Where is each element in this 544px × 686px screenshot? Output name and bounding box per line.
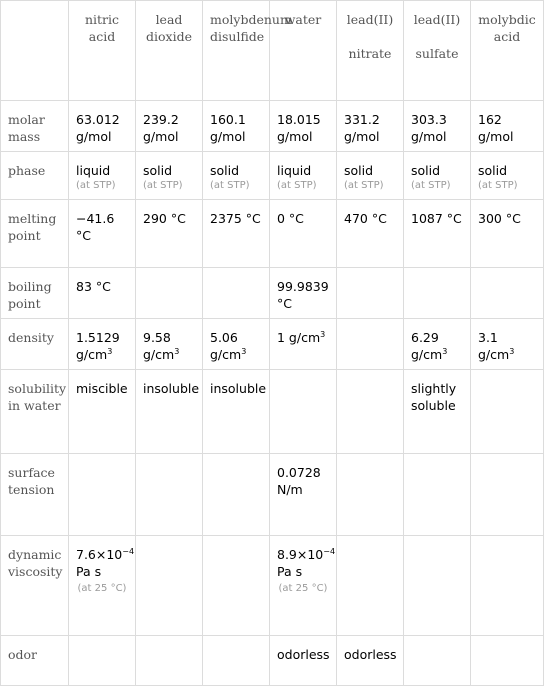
table-cell <box>203 319 270 370</box>
table-cell <box>471 319 544 370</box>
cell-superscript: 3 <box>442 346 448 356</box>
cell-value: solid <box>143 163 173 178</box>
cell-value: 239.2 g/mol <box>143 112 179 144</box>
cell-value: 83 °C <box>76 279 111 294</box>
cell-superscript: −4 <box>122 546 135 556</box>
row-header-solubility-in-water: solubility in water <box>1 370 69 454</box>
cell-value: miscible <box>76 381 128 396</box>
table-cell <box>404 536 471 636</box>
corner-cell <box>1 1 69 101</box>
cell-value: 0.0728 N/m <box>277 465 321 497</box>
cell-value: 18.015 g/mol <box>277 112 321 144</box>
cell-value: 1.5129 g/cm <box>76 330 120 362</box>
table-cell <box>404 268 471 319</box>
table-row-phase <box>1 152 544 200</box>
table-cell <box>136 101 203 152</box>
table-cell <box>136 200 203 268</box>
table-cell <box>69 536 136 636</box>
cell-value: 6.29 g/cm <box>411 330 443 362</box>
table-cell <box>69 319 136 370</box>
row-header-dynamic-viscosity: dynamic viscosity <box>1 536 69 636</box>
cell-value: 300 °C <box>478 211 521 226</box>
table-cell <box>404 152 471 200</box>
row-header-boiling-point: boiling point <box>1 268 69 319</box>
cell-value: 1087 °C <box>411 211 462 226</box>
cell-condition-note: (at STP) <box>411 180 451 191</box>
cell-condition-note: (at STP) <box>76 180 116 191</box>
table-cell <box>136 268 203 319</box>
table-cell <box>69 636 136 686</box>
cell-value: 160.1 g/mol <box>210 112 246 144</box>
cell-value: 63.012 g/mol <box>76 112 120 144</box>
table-cell <box>203 536 270 636</box>
table-cell <box>471 536 544 636</box>
table-row-density <box>1 319 544 370</box>
cell-value: 7.6×10 <box>76 547 123 562</box>
table-cell <box>471 370 544 454</box>
table-cell <box>270 454 337 536</box>
table-cell <box>337 536 404 636</box>
table-cell <box>471 101 544 152</box>
cell-value: solid <box>478 163 508 178</box>
table-cell <box>471 152 544 200</box>
table-cell <box>270 101 337 152</box>
table-cell <box>337 101 404 152</box>
table-cell <box>203 370 270 454</box>
cell-value: solid <box>411 163 441 178</box>
table-cell <box>270 536 337 636</box>
table-cell <box>69 454 136 536</box>
column-header-lead-dioxide: lead dioxide <box>136 1 203 101</box>
table-cell <box>270 200 337 268</box>
cell-value: 0 °C <box>277 211 304 226</box>
cell-condition-note: (at STP) <box>344 180 384 191</box>
table-row-solubility-in-water <box>1 370 544 454</box>
cell-value: 1 g/cm <box>277 330 321 345</box>
table-cell <box>270 319 337 370</box>
table-cell <box>337 636 404 686</box>
table-cell <box>136 319 203 370</box>
row-header-molar-mass: molar mass <box>1 101 69 152</box>
cell-superscript: 3 <box>509 346 515 356</box>
table-cell <box>404 454 471 536</box>
table-cell <box>136 636 203 686</box>
table-cell <box>69 200 136 268</box>
row-header-odor: odor <box>1 636 69 686</box>
cell-value: 5.06 g/cm <box>210 330 242 362</box>
table-cell <box>337 200 404 268</box>
table-cell <box>471 200 544 268</box>
table-cell <box>337 370 404 454</box>
table-cell <box>337 152 404 200</box>
cell-condition-note: (at 25 °C) <box>278 583 328 594</box>
cell-superscript: 3 <box>320 329 326 339</box>
table-cell <box>203 268 270 319</box>
table-row-surface-tension <box>1 454 544 536</box>
table-cell <box>69 370 136 454</box>
cell-value: insoluble <box>143 381 200 396</box>
column-header-lead-nitrate: lead(II) nitrate <box>337 1 404 101</box>
table-cell <box>203 101 270 152</box>
table-row-boiling-point <box>1 268 544 319</box>
cell-unit: Pa s <box>76 564 102 579</box>
table-row-melting-point <box>1 200 544 268</box>
column-header-lead-sulfate: lead(II) sulfate <box>404 1 471 101</box>
table-cell <box>136 370 203 454</box>
table-cell <box>337 454 404 536</box>
table-cell <box>136 536 203 636</box>
cell-unit: Pa s <box>277 564 303 579</box>
cell-superscript: −4 <box>323 546 336 556</box>
table-cell <box>471 268 544 319</box>
table-cell <box>270 636 337 686</box>
table-cell <box>471 454 544 536</box>
table-cell <box>404 200 471 268</box>
cell-value: odorless <box>344 647 397 662</box>
cell-value: liquid <box>277 163 312 178</box>
cell-value: 290 °C <box>143 211 186 226</box>
cell-value: 470 °C <box>344 211 387 226</box>
row-header-surface-tension: surface tension <box>1 454 69 536</box>
cell-value: 3.1 g/cm <box>478 330 510 362</box>
header-row <box>1 1 544 101</box>
column-header-water: water <box>270 1 337 101</box>
table-cell <box>203 636 270 686</box>
cell-value: insoluble <box>210 381 267 396</box>
cell-value: liquid <box>76 163 111 178</box>
table-cell <box>136 152 203 200</box>
cell-value: 99.9839 °C <box>277 279 329 311</box>
cell-condition-note: (at STP) <box>143 180 183 191</box>
cell-value: 2375 °C <box>210 211 261 226</box>
cell-superscript: 3 <box>241 346 247 356</box>
table-cell <box>270 370 337 454</box>
cell-value: odorless <box>277 647 330 662</box>
cell-condition-note: (at STP) <box>277 180 317 191</box>
table-cell <box>203 200 270 268</box>
table-cell <box>270 268 337 319</box>
cell-value: 9.58 g/cm <box>143 330 175 362</box>
table-cell <box>203 152 270 200</box>
column-header-molybdenum-disulfide: molybdenum disulfide <box>203 1 270 101</box>
table-cell <box>69 152 136 200</box>
cell-superscript: 3 <box>107 346 113 356</box>
table-cell <box>69 101 136 152</box>
column-header-nitric-acid: nitric acid <box>69 1 136 101</box>
table-cell <box>337 319 404 370</box>
table-cell <box>404 319 471 370</box>
table-cell <box>404 370 471 454</box>
table-cell <box>404 101 471 152</box>
row-header-density: density <box>1 319 69 370</box>
cell-value: 8.9×10 <box>277 547 324 562</box>
row-header-melting-point: melting point <box>1 200 69 268</box>
cell-value: slightly soluble <box>411 381 457 413</box>
table-cell <box>471 636 544 686</box>
cell-condition-note: (at STP) <box>210 180 250 191</box>
cell-value: 331.2 g/mol <box>344 112 380 144</box>
table-cell <box>270 152 337 200</box>
cell-value: solid <box>210 163 240 178</box>
cell-value: 162 g/mol <box>478 112 514 144</box>
cell-value: 303.3 g/mol <box>411 112 447 144</box>
table-cell <box>203 454 270 536</box>
table-row-molar-mass <box>1 101 544 152</box>
cell-superscript: 3 <box>174 346 180 356</box>
row-header-phase: phase <box>1 152 69 200</box>
cell-condition-note: (at 25 °C) <box>77 583 127 594</box>
table-cell <box>136 454 203 536</box>
table-row-odor <box>1 636 544 686</box>
table-row-dynamic-viscosity <box>1 536 544 636</box>
cell-value: solid <box>344 163 374 178</box>
cell-condition-note: (at STP) <box>478 180 518 191</box>
table-cell <box>404 636 471 686</box>
column-header-molybdic-acid: molybdic acid <box>471 1 544 101</box>
table-cell <box>337 268 404 319</box>
table-cell <box>69 268 136 319</box>
cell-value: −41.6 °C <box>76 211 115 243</box>
